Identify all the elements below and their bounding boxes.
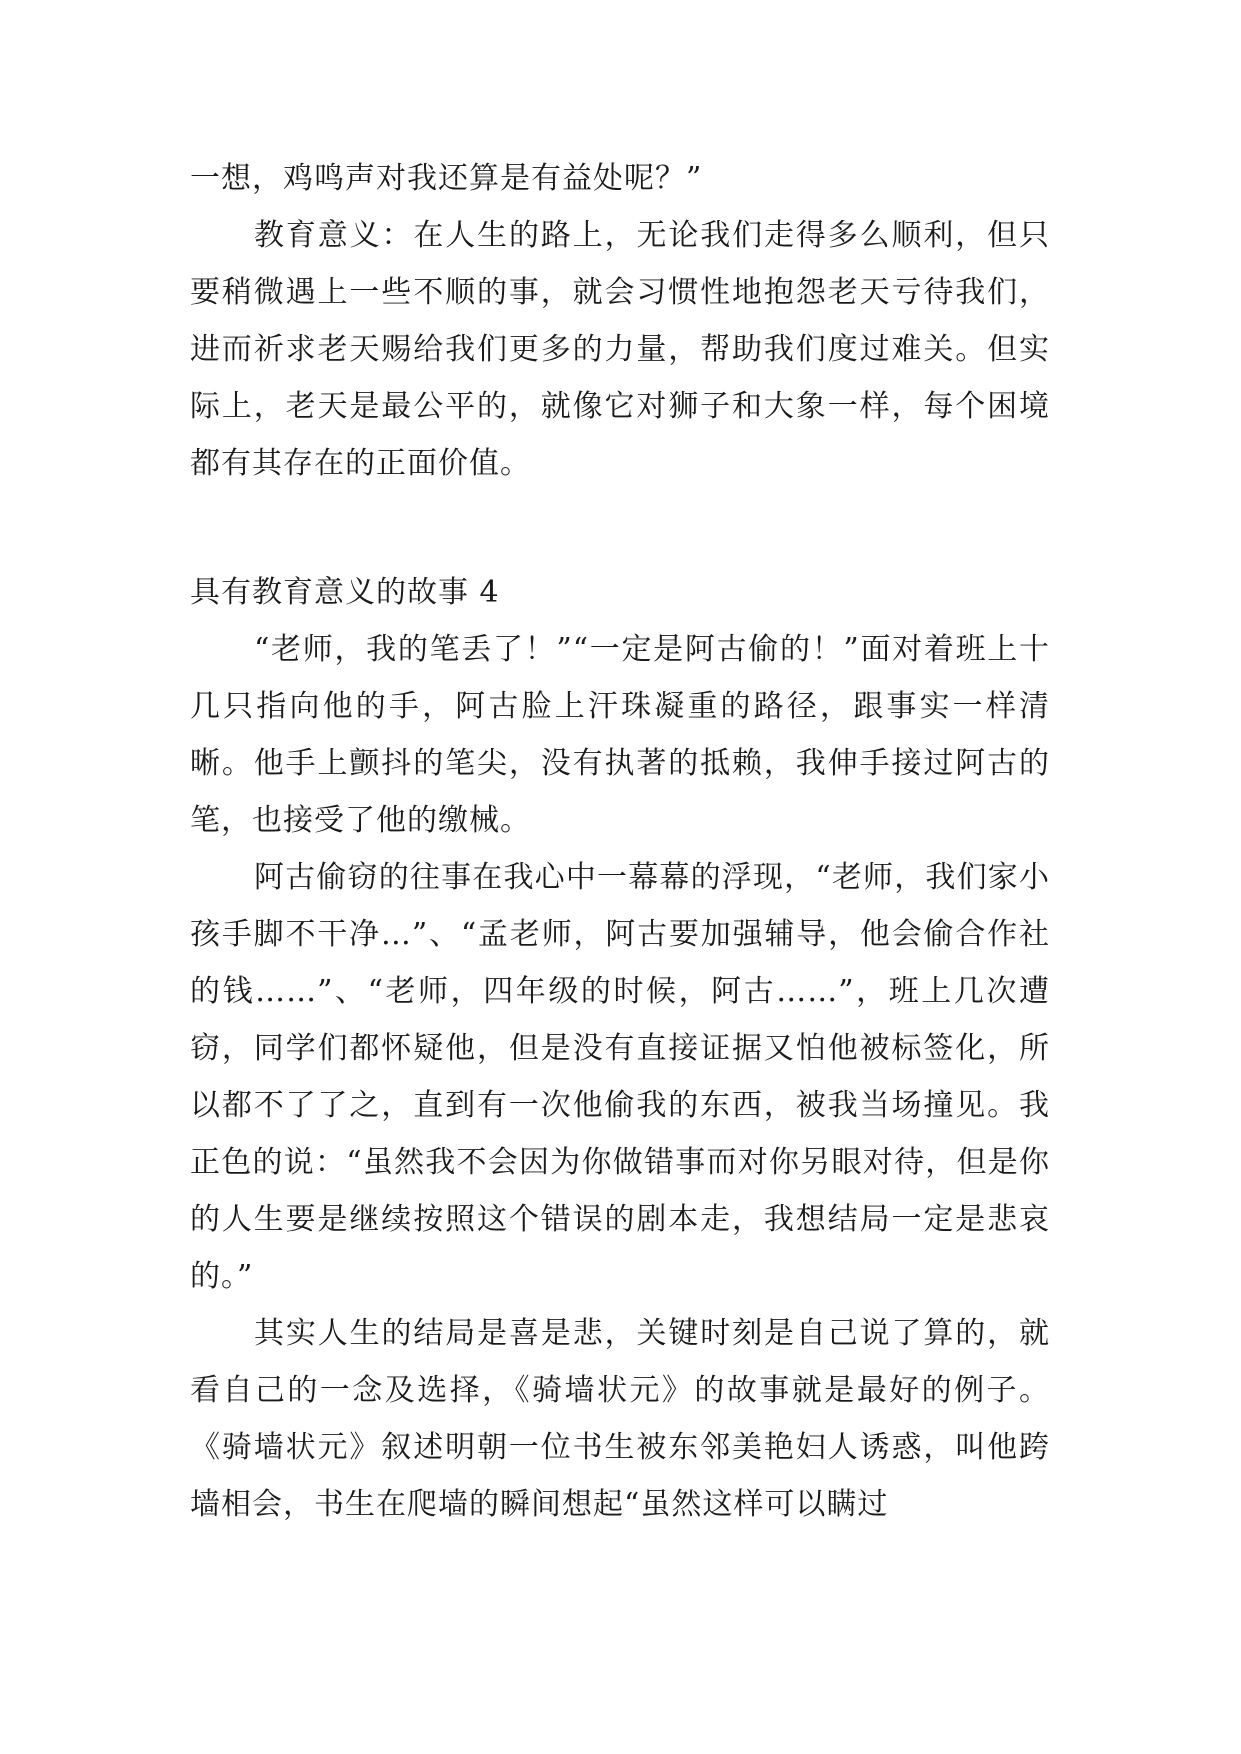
paragraph-continuation: 一想，鸡鸣声对我还算是有益处呢？” [190,161,703,196]
paragraph-wall-scholar: 其实人生的结局是喜是悲，关键时刻是自己说了算的，就看自己的一念及选择，《骑墙状元》的故事就是最好的例子。《骑墙状元》叙述明朝一位书生被东邻美艳妇人诱惑，叫他跨墙相会，书生在爬墙的瞬间想起“虽然这样可以瞒过 [190,1316,1050,1522]
paragraph-past-thefts: 阿古偷窃的往事在我心中一幕幕的浮现，“老师，我们家小孩手脚不干净…”、“孟老师，阿古要加强辅导，他会偷合作社的钱……”、“老师，四年级的时候，阿古……”，班上几次遭窃，同学们都怀疑他，但是没有直接证据又怕他被标签化，所以都不了了之，直到有一次他偷我的东西，被我当场撞见。我正色的说：“虽然我不会因为你做错事而对你另眼对待，但是你的人生要是继续按照这个错误的剧本走，我想结局一定是悲哀的。” [190,860,1050,1294]
paragraph-lost-pen: “老师，我的笔丢了！”“一定是阿古偷的！”面对着班上十几只指向他的手，阿古脸上汗珠凝重的路径，跟事实一样清晰。他手上颤抖的笔尖，没有执著的抵赖，我伸手接过阿古的笔，也接受了他的缴械。 [190,632,1050,838]
section-top [190,150,1050,492]
section-heading: 具有教育意义的故事 4 [190,575,500,610]
section-story-4 [190,564,1050,1533]
paragraph-education-meaning: 教育意义：在人生的路上，无论我们走得多么顺利，但只要稍微遇上一些不顺的事，就会习惯性地抱怨老天亏待我们，进而祈求老天赐给我们更多的力量，帮助我们度过难关。但实际上，老天是最公平的，就像它对狮子和大象一样，每个困境都有其存在的正面价值。 [190,218,1050,481]
